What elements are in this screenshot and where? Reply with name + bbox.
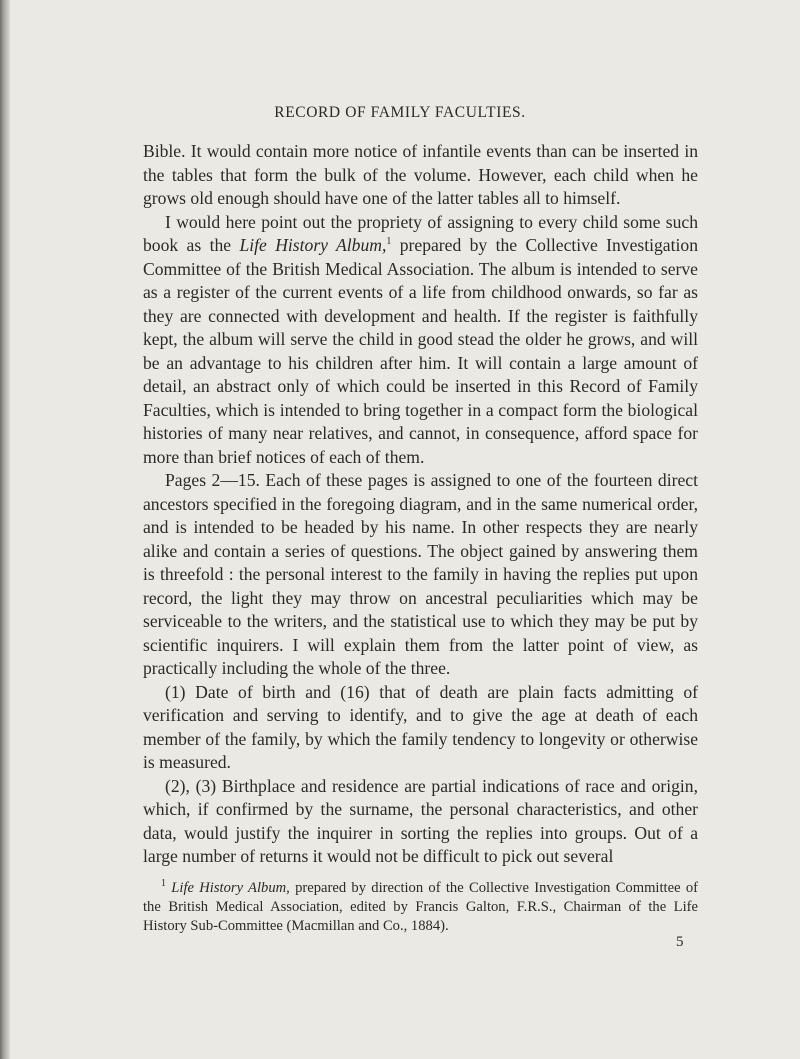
paragraph-2 [143, 211, 698, 470]
body-text [143, 140, 698, 869]
footnote-reference[interactable]: 1 [386, 236, 392, 248]
paragraph-3: Pages 2—15. Each of these pages is assigned to one of the fourteen direct ancestors specified in the foregoing diagram, and in the same numerical order, and is intended to be headed by his name. In other respects they are nearly alike and contain a series of questions. The object gained by answering them is threefold : the personal interest to the family in having the replies put upon record, the light they may throw on ancestral peculiarities which may be serviceable to the writers, and the statistical use to which they may be put by scientific inquirers. I will explain them from the latter point of view, as practically including the whole of the three. [143, 470, 698, 678]
life-history-album-title: Life History Album, [239, 235, 387, 255]
page-number: 5 [676, 934, 684, 950]
paragraph-1: Bible. It would contain more notice of infantile events than can be inserted in the tables that form the bulk of the volume. However, each child when he grows old enough should have one of the latter tables all to himself. [143, 141, 698, 208]
footnotes [143, 879, 698, 936]
paragraph-2-lead: I would here point out the propriety of assigning to every child some such book as the [143, 211, 698, 255]
footnote-mark: 1 [161, 878, 166, 890]
running-head: RECORD OF FAMILY FACULTIES. [274, 104, 526, 121]
footnote-text: prepared by direction of the Collective Investigation Committee of the British Medical Association, edited by Francis Galton, F.R.S., Chairman of the Life History Sub-Committee (Macmillan and Co., 1884). [143, 880, 698, 934]
footnote-1 [143, 879, 698, 936]
paragraph-5: (2), (3) Birthplace and residence are partial indications of race and origin, which, if confirmed by the surname, the personal characteristics, and other data, would justify the inquirer in sorting the replies into groups. Out of a large number of returns it would not be difficult to pick out several [143, 775, 698, 866]
paragraph-2-rest: prepared by the Collective Investigation Committee of the British Medical Association. The album is intended to serve as a register of the current events of a life from childhood onwards, so far as they are connected with development and health. If the register is faithfully kept, the album will serve the child in good stead the older he grows, and will be an advantage to his children after him. It will contain a large amount of detail, an abstract only of which could be inserted in this Record of Family Faculties, which is intended to bring together in a compact form the biological histories of many near relatives, and cannot, in consequence, afford space for more than brief notices of each of them. [143, 235, 698, 467]
paragraph-4: (1) Date of birth and (16) that of death are plain facts admitting of verification and serving to identify, and to give the age at death of each member of the family, by which the family tendency to longevity or otherwise is measured. [143, 681, 698, 772]
footnote-title: Life History Album, [171, 880, 290, 896]
